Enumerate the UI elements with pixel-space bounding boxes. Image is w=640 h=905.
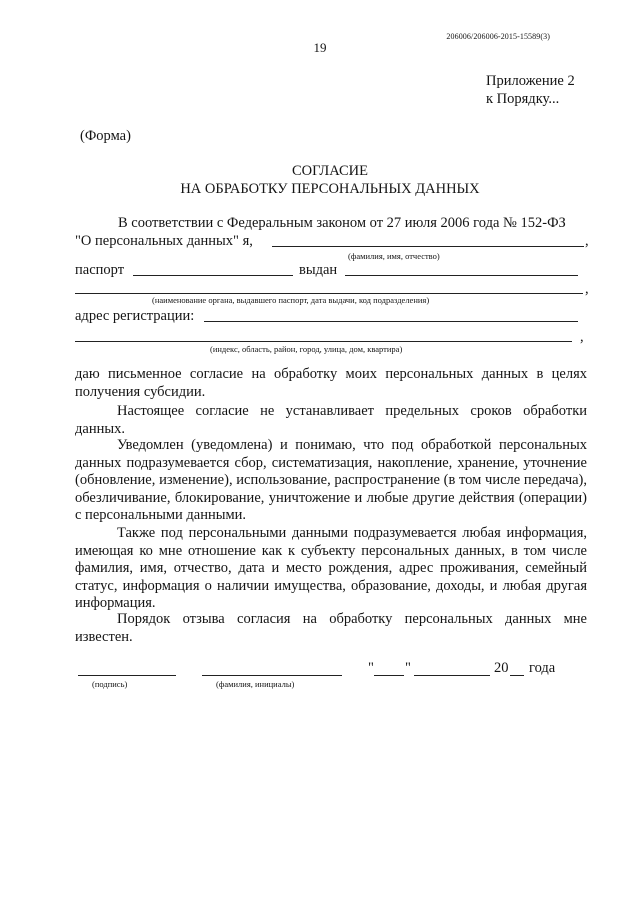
signature-field[interactable] [78, 662, 176, 676]
year-prefix: 20 [494, 660, 509, 676]
full-name-field[interactable] [272, 233, 584, 247]
quote-close: " [405, 660, 411, 676]
issuer-hint: (наименование органа, выдавшего паспорт, дата выдачи, код подразделения) [152, 295, 430, 305]
comma: , [585, 233, 589, 249]
passport-number-field[interactable] [133, 262, 293, 276]
comma: , [580, 329, 584, 345]
withdrawal-paragraph: Порядок отзыва согласия на обработку персональных данных мне известен. [75, 611, 587, 645]
address-hint: (индекс, область, район, город, улица, дом, квартира) [210, 344, 403, 354]
issuer-details-field[interactable] [75, 280, 583, 294]
address-field[interactable] [204, 308, 578, 322]
name-initials-field[interactable] [202, 662, 342, 676]
passport-label: паспорт [75, 262, 125, 278]
signature-hint: (подпись) [92, 679, 128, 689]
consent-paragraph: даю письменное согласие на обработку моих персональных данных в целях получения субсидии. [75, 366, 587, 400]
intro-line-2: "О персональных данных" я, [75, 233, 253, 249]
title-line-2: НА ОБРАБОТКУ ПЕРСОНАЛЬНЫХ ДАННЫХ [180, 181, 480, 197]
appendix-line-2: к Порядку... [486, 91, 560, 107]
year-field[interactable] [510, 662, 524, 676]
quote-open: " [368, 660, 374, 676]
term-paragraph: Настоящее согласие не устанавливает предельных сроков обработки данных. [75, 403, 587, 437]
year-suffix: года [529, 660, 556, 676]
appendix-line-1: Приложение 2 [486, 73, 575, 89]
address-label: адрес регистрации: [75, 308, 195, 324]
issued-label: выдан [299, 262, 338, 278]
intro-line-1: В соответствии с Федеральным законом от 27 июля 2006 года № 152-ФЗ [118, 215, 566, 231]
full-name-hint: (фамилия, имя, отчество) [348, 251, 440, 261]
appendix-reference [486, 72, 575, 108]
title-line-1: СОГЛАСИЕ [291, 163, 369, 179]
personal-data-paragraph: Также под персональными данными подразумевается любая информация, имеющая ко мне отношение как к субъекту персональных данных, в том числе фамилия, имя, отчество, дата и место рождения, адрес проживания, семейный статус, информация о наличии имущества, образование, доходы, и любая другая информация. [75, 525, 587, 611]
comma: , [585, 281, 589, 297]
processing-paragraph: Уведомлен (уведомлена) и понимаю, что под обработкой персональных данных подразумевается сбор, систематизация, накопление, хранение, уточнение (обновление, изменение), использование, распространение (в том числе передача), обезличивание, блокирование, уничтожение и любые другие действия (операции) с персональными данными. [75, 437, 587, 523]
month-field[interactable] [414, 662, 490, 676]
form-label: (Форма) [80, 128, 131, 144]
day-field[interactable] [374, 662, 404, 676]
address-continuation-field[interactable] [75, 328, 572, 342]
name-initials-hint: (фамилия, инициалы) [216, 679, 295, 689]
page-number: 19 [313, 40, 327, 55]
document-id: 206006/206006-2015-15589(3) [446, 32, 550, 41]
issued-by-field[interactable] [345, 262, 578, 276]
